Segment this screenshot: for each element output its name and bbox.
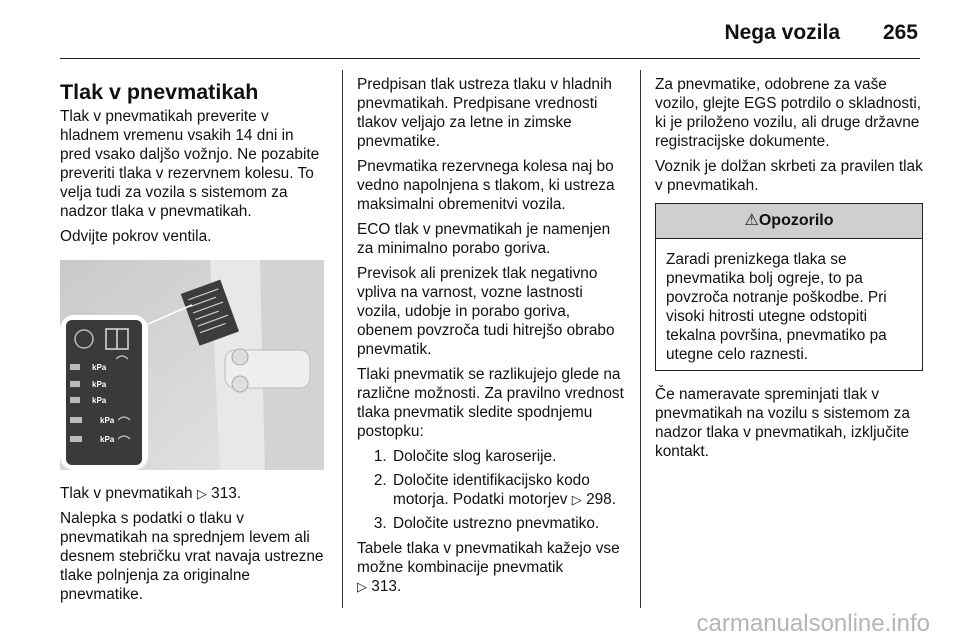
warning-header bbox=[656, 204, 922, 239]
page-number: 265 bbox=[882, 21, 918, 44]
section-heading: Tlak v pnevmatikah bbox=[60, 80, 259, 104]
list-item: 2. Določite identifikacijsko kodo motorja. Podatki motorjev ▷ 298. bbox=[391, 471, 625, 509]
paragraph: Voznik je dolžan skrbeti za pravilen tlak v pnevmatikah. bbox=[655, 158, 923, 194]
tire-pressure-label-illustration bbox=[60, 260, 324, 470]
paragraph: Če nameravate spreminjati tlak v pnevmatikah na vozilu s sistemom za nadzor tlaka v pnevmatikah, izključite kontakt. bbox=[655, 386, 910, 460]
warning-title: Opozorilo bbox=[758, 212, 834, 229]
page-ref: 313. bbox=[371, 578, 402, 595]
paragraph: Previsok ali prenizek tlak negativno vpliva na varnost, vozne lastnosti vozila, udobje in porabo goriva, obenem povzroča tudi hitrejšo obrabo pnevmatik. bbox=[357, 265, 615, 358]
page-ref: 313. bbox=[211, 485, 242, 502]
label-kpa: kPa bbox=[100, 435, 115, 444]
column-divider bbox=[640, 70, 641, 608]
paragraph: Tlak v pnevmatikah ▷ 313. bbox=[60, 485, 242, 502]
paragraph: Tlak v pnevmatikah preverite v hladnem vremenu vsakih 14 dni in pred vsako daljšo vožnjo. Ne pozabite preveriti tlaka v rezervnem kolesu. To velja tudi za vozila s sistemom za nadzor tlaka v pnevmatikah. bbox=[60, 108, 320, 220]
paragraph: Nalepka s podatki o tlaku v pnevmatikah na sprednjem levem ali desnem stebričku vrat navaja ustrezne tlake polnjenja za originalne pnevmatike. bbox=[60, 510, 324, 603]
label-kpa: kPa bbox=[92, 380, 107, 389]
tire-pressure-label-figure bbox=[60, 260, 324, 470]
paragraph: Predpisan tlak ustreza tlaku v hladnih pnevmatikah. Predpisane vrednosti tlakov veljajo za letne in zimske pnevmatike. bbox=[357, 76, 612, 150]
column-2 bbox=[357, 75, 625, 602]
section-title: Nega vozila bbox=[724, 21, 840, 44]
footer-watermark: carmanualsonline.info bbox=[696, 610, 930, 637]
column-divider bbox=[342, 70, 343, 608]
column-1 bbox=[60, 72, 328, 610]
label-kpa: kPa bbox=[92, 363, 107, 372]
warning-text: Zaradi prenizkega tlaka se pnevmatika bolj ogreje, to pa povzroča notranje poškodbe. Pri visoki hitrosti utegne odstopiti tekalna površina, pnevmatiko pa utegne celo raznesti. bbox=[666, 251, 887, 363]
paragraph: ECO tlak v pnevmatikah je namenjen za minimalno porabo goriva. bbox=[357, 221, 611, 257]
paragraph: Tlaki pnevmatik se razlikujejo glede na različne možnosti. Za pravilno vrednost tlaka pnevmatik sledite spodnjemu postopku: bbox=[357, 366, 624, 440]
procedure-list bbox=[357, 447, 625, 533]
column-3 bbox=[655, 75, 923, 467]
warning-icon: ⚠ bbox=[744, 212, 759, 229]
page-ref-icon: ▷ bbox=[571, 492, 582, 507]
label-kpa: kPa bbox=[92, 396, 107, 405]
paragraph: Odvijte pokrov ventila. bbox=[60, 228, 212, 245]
page-ref-icon: ▷ bbox=[196, 486, 207, 501]
paragraph: Pnevmatika rezervnega kolesa naj bo vedno napolnjena s tlakom, ki ustreza maksimalni obremenitvi vozila. bbox=[357, 158, 615, 213]
paragraph: Tabele tlaka v pnevmatikah kažejo vse možne kombinacije pnevmatik ▷ 313. bbox=[357, 540, 620, 595]
paragraph: Za pnevmatike, odobrene za vaše vozilo, glejte EGS potrdilo o skladnosti, ki je priloženo vozilu, ali druge državne registracijske dokumente. bbox=[655, 76, 922, 150]
page-ref: 298. bbox=[586, 491, 617, 508]
list-item: 1. Določite slog karoserije. bbox=[391, 447, 625, 466]
list-item: 3. Določite ustrezno pnevmatiko. bbox=[391, 514, 625, 533]
warning-box bbox=[655, 203, 923, 371]
page-header bbox=[60, 0, 920, 59]
label-kpa: kPa bbox=[100, 416, 115, 425]
page-ref-icon: ▷ bbox=[357, 579, 367, 594]
